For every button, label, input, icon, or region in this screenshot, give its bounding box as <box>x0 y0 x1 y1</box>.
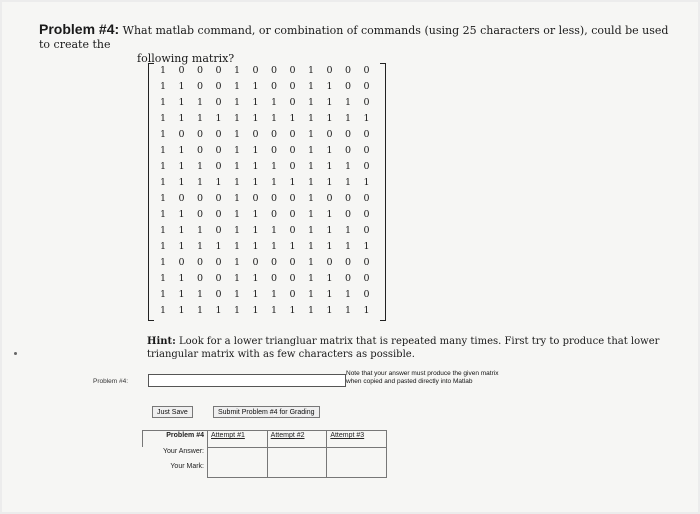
matrix-row <box>156 111 380 127</box>
matrix-cell: 1 <box>289 241 296 252</box>
attempt-3-link[interactable]: Attempt #3 <box>327 431 387 448</box>
matrix-cell: 1 <box>270 161 278 172</box>
matrix-cell: 0 <box>196 209 204 220</box>
matrix-cell: 1 <box>363 177 370 188</box>
matrix-cell: 1 <box>159 257 167 268</box>
matrix-cell: 0 <box>270 129 278 140</box>
matrix-cell: 1 <box>307 161 315 172</box>
matrix-cell: 1 <box>233 273 241 284</box>
matrix-cell: 1 <box>215 241 222 252</box>
matrix-cell: 1 <box>307 225 315 236</box>
hint-label: Hint: <box>147 336 176 347</box>
just-save-button[interactable]: Just Save <box>152 406 193 418</box>
matrix-cell: 0 <box>363 129 370 140</box>
matrix-cell: 1 <box>344 241 352 252</box>
matrix-cell: 1 <box>233 145 241 156</box>
matrix-cell: 0 <box>289 129 296 140</box>
problem-statement <box>39 22 669 66</box>
matrix-cell: 1 <box>307 193 315 204</box>
matrix-cell: 0 <box>196 129 204 140</box>
matrix-cell: 1 <box>307 145 315 156</box>
matrix-cell: 1 <box>289 113 296 124</box>
matrix-cell: 0 <box>363 97 370 108</box>
matrix-cell: 0 <box>178 193 185 204</box>
matrix-cell: 1 <box>363 305 370 316</box>
hint-body: Look for a lower triangluar matrix that is repeated many times. First try to produce that lower triangular matrix with as few characters as possible. <box>147 336 660 360</box>
matrix-cell: 1 <box>307 81 315 92</box>
matrix-cell: 0 <box>252 257 259 268</box>
matrix-cell: 1 <box>326 209 333 220</box>
matrix-cell: 1 <box>270 177 278 188</box>
matrix-cell: 1 <box>233 177 241 188</box>
matrix-cell: 0 <box>215 161 222 172</box>
your-answer-row <box>143 447 387 462</box>
matrix-cell: 0 <box>344 273 352 284</box>
matrix-cell: 0 <box>215 65 222 76</box>
matrix-cell: 0 <box>363 273 370 284</box>
matrix-row <box>156 223 380 239</box>
matrix-cell: 1 <box>270 289 278 300</box>
matrix-row <box>156 207 380 223</box>
question-line-1: What matlab command, or combination of commands (using 25 characters or less), could be used to create the <box>39 24 669 51</box>
matrix-cell: 0 <box>326 65 333 76</box>
matrix-cell: 1 <box>363 241 370 252</box>
matrix-cell: 1 <box>252 161 259 172</box>
matrix-cell: 1 <box>233 257 241 268</box>
matrix-cell: 0 <box>215 289 222 300</box>
matrix-cell: 1 <box>289 305 296 316</box>
matrix-cell: 1 <box>159 209 167 220</box>
matrix-cell: 1 <box>252 225 259 236</box>
matrix-cell: 1 <box>159 225 167 236</box>
matrix-cell: 1 <box>178 113 185 124</box>
matrix-cell: 0 <box>196 81 204 92</box>
matrix-cell: 0 <box>289 97 296 108</box>
matrix-cell: 1 <box>196 305 204 316</box>
matrix-cell: 0 <box>270 81 278 92</box>
matrix-cell: 0 <box>252 129 259 140</box>
matrix-cell: 0 <box>344 81 352 92</box>
matrix-row <box>156 79 380 95</box>
matrix-cell: 1 <box>252 97 259 108</box>
matrix-cell: 1 <box>344 97 352 108</box>
matrix-cell: 1 <box>252 273 259 284</box>
your-answer-label: Your Answer: <box>143 447 208 462</box>
matrix-cell: 0 <box>196 145 204 156</box>
matrix-cell: 1 <box>307 129 315 140</box>
matrix-cell: 0 <box>215 225 222 236</box>
matrix-cell: 1 <box>159 193 167 204</box>
answer-label: Problem #4: <box>93 378 129 385</box>
attempt-3-cell <box>327 447 387 478</box>
matrix-cell: 0 <box>215 145 222 156</box>
attempts-header-row <box>143 431 387 448</box>
matrix-cell: 1 <box>178 97 185 108</box>
matrix-cell: 0 <box>326 193 333 204</box>
matrix-cell: 0 <box>178 257 185 268</box>
matrix-cell: 1 <box>307 113 315 124</box>
matrix-cell: 0 <box>215 193 222 204</box>
matrix-cell: 1 <box>159 113 167 124</box>
matrix-cell: 1 <box>233 161 241 172</box>
matrix-cell: 1 <box>159 177 167 188</box>
matrix-row <box>156 175 380 191</box>
matrix-row <box>156 287 380 303</box>
matrix-cell: 0 <box>289 289 296 300</box>
matrix-row <box>156 127 380 143</box>
matrix-cell: 1 <box>233 209 241 220</box>
matrix-cell: 1 <box>307 305 315 316</box>
matrix-cell: 1 <box>326 273 333 284</box>
matrix-cell: 0 <box>289 273 296 284</box>
matrix-cell: 1 <box>215 305 222 316</box>
hint-text <box>147 335 667 361</box>
matrix-cell: 0 <box>363 257 370 268</box>
matrix-cell: 0 <box>252 193 259 204</box>
matrix-cell: 1 <box>252 145 259 156</box>
question-line-2: following matrix? <box>137 52 235 65</box>
matrix-cell: 0 <box>252 65 259 76</box>
matrix-cell: 1 <box>270 241 278 252</box>
matrix-cell: 1 <box>307 257 315 268</box>
matrix-cell: 0 <box>363 289 370 300</box>
matrix-cell: 1 <box>178 145 185 156</box>
matrix-cell: 1 <box>233 289 241 300</box>
matrix-cell: 0 <box>215 209 222 220</box>
matrix-cell: 0 <box>363 209 370 220</box>
matrix-cell: 1 <box>270 305 278 316</box>
matrix-cell: 0 <box>363 225 370 236</box>
matrix-cell: 1 <box>307 209 315 220</box>
matrix-cell: 0 <box>196 273 204 284</box>
problem-label: Problem #4: <box>39 21 120 37</box>
matrix-row <box>156 303 380 319</box>
matrix-cell: 1 <box>252 289 259 300</box>
matrix-cell: 1 <box>326 305 333 316</box>
matrix-cell: 0 <box>215 273 222 284</box>
matrix-cell: 1 <box>196 113 204 124</box>
matrix-cell: 1 <box>270 225 278 236</box>
note-line-2: when copied and pasted directly into Matlab <box>346 378 473 385</box>
matrix-cell: 0 <box>289 65 296 76</box>
matrix-cell: 1 <box>307 177 315 188</box>
matrix-row <box>156 255 380 271</box>
attempts-table <box>142 430 387 478</box>
attempt-2-link[interactable]: Attempt #2 <box>267 431 327 448</box>
matrix-left-bracket <box>148 63 154 321</box>
matrix-cell: 1 <box>196 161 204 172</box>
matrix-cell: 1 <box>252 305 259 316</box>
matrix-cell: 1 <box>233 129 241 140</box>
matrix-right-bracket <box>380 63 386 321</box>
matrix-cell: 1 <box>326 289 333 300</box>
matrix-cell: 0 <box>344 65 352 76</box>
matrix-cell: 1 <box>363 113 370 124</box>
matrix-cell: 0 <box>270 145 278 156</box>
matrix-cell: 1 <box>252 113 259 124</box>
matrix-cell: 1 <box>196 289 204 300</box>
matrix-cell: 1 <box>344 305 352 316</box>
matrix-cell: 0 <box>215 257 222 268</box>
matrix-row <box>156 63 380 79</box>
matrix-cell: 1 <box>252 177 259 188</box>
matrix-cell: 1 <box>326 81 333 92</box>
matrix-cell: 1 <box>326 161 333 172</box>
matrix-cell: 1 <box>196 225 204 236</box>
matrix-cell: 1 <box>159 129 167 140</box>
stray-dot <box>14 352 17 355</box>
matrix-cell: 1 <box>233 113 241 124</box>
matrix-cell: 1 <box>233 97 241 108</box>
matrix-cell: 1 <box>196 177 204 188</box>
matrix-cell: 1 <box>307 97 315 108</box>
matrix-cell: 1 <box>252 241 259 252</box>
matrix-cell: 1 <box>233 305 241 316</box>
matrix-cell: 0 <box>196 257 204 268</box>
matrix-cell: 1 <box>344 161 352 172</box>
matrix-cell: 0 <box>270 209 278 220</box>
matrix-cell: 1 <box>159 161 167 172</box>
matrix-cell: 0 <box>326 129 333 140</box>
matrix-cell: 1 <box>307 65 315 76</box>
attempt-1-link[interactable]: Attempt #1 <box>208 431 268 448</box>
matrix-cell: 0 <box>363 161 370 172</box>
matrix-cell: 1 <box>159 81 167 92</box>
matrix-cell: 0 <box>344 209 352 220</box>
matrix-row <box>156 159 380 175</box>
matrix-cell: 0 <box>363 81 370 92</box>
matrix-cell: 0 <box>344 129 352 140</box>
matrix-cell: 0 <box>178 129 185 140</box>
matrix-cell: 1 <box>178 161 185 172</box>
matrix-cell: 1 <box>344 225 352 236</box>
matrix-cell: 1 <box>196 97 204 108</box>
matrix-cell: 1 <box>326 225 333 236</box>
submit-button[interactable]: Submit Problem #4 for Grading <box>213 406 320 418</box>
matrix-cell: 0 <box>178 65 185 76</box>
matrix-cell: 0 <box>196 193 204 204</box>
matrix-cell: 1 <box>178 81 185 92</box>
matrix-cell: 1 <box>178 305 185 316</box>
matrix-cell: 0 <box>215 81 222 92</box>
matrix-cell: 1 <box>289 177 296 188</box>
matrix-row <box>156 143 380 159</box>
matrix-cell: 1 <box>233 65 241 76</box>
matrix-cell: 0 <box>215 97 222 108</box>
matrix-cell: 1 <box>159 145 167 156</box>
problem-page <box>2 2 698 512</box>
matrix-cell: 1 <box>178 241 185 252</box>
matrix-cell: 1 <box>159 305 167 316</box>
matrix-cell: 1 <box>344 113 352 124</box>
matrix-cell: 0 <box>215 129 222 140</box>
matrix-cell: 1 <box>344 177 352 188</box>
matrix-cell: 1 <box>233 81 241 92</box>
matrix-cell: 0 <box>289 193 296 204</box>
note-line-1: Note that your answer must produce the given matrix <box>346 370 499 377</box>
matrix-cell: 0 <box>270 257 278 268</box>
matrix-cell: 0 <box>196 65 204 76</box>
matrix-cell: 1 <box>178 273 185 284</box>
matrix-cell: 0 <box>289 257 296 268</box>
matrix-row <box>156 239 380 255</box>
matrix-cell: 1 <box>178 177 185 188</box>
matrix-cell: 1 <box>178 209 185 220</box>
matrix-cell: 1 <box>252 81 259 92</box>
matrix-cell: 0 <box>326 257 333 268</box>
matrix-cell: 0 <box>289 209 296 220</box>
matrix-cell: 1 <box>326 113 333 124</box>
matrix-cell: 0 <box>344 193 352 204</box>
matrix-cell: 1 <box>159 273 167 284</box>
matrix-cell: 1 <box>215 177 222 188</box>
results-problem-header: Problem #4 <box>143 431 208 448</box>
matrix-cell: 1 <box>307 273 315 284</box>
matrix-cell: 1 <box>326 97 333 108</box>
matrix-row <box>156 191 380 207</box>
matrix-cell: 1 <box>233 241 241 252</box>
matrix-cell: 1 <box>326 177 333 188</box>
matrix-display <box>148 63 386 321</box>
matrix-row <box>156 271 380 287</box>
attempt-1-cell <box>208 447 268 478</box>
matrix-cell: 0 <box>289 81 296 92</box>
matrix-cell: 0 <box>270 273 278 284</box>
matrix-cell: 1 <box>178 225 185 236</box>
matrix-cell: 1 <box>252 209 259 220</box>
attempt-2-cell <box>267 447 327 478</box>
answer-note <box>346 370 586 386</box>
matrix-cell: 0 <box>344 257 352 268</box>
matrix-cell: 1 <box>159 241 167 252</box>
matrix-cell: 0 <box>344 145 352 156</box>
matrix-cell: 0 <box>363 65 370 76</box>
matrix-cell: 1 <box>159 289 167 300</box>
your-mark-label: Your Mark: <box>143 462 208 477</box>
matrix-cell: 0 <box>270 65 278 76</box>
matrix-cell: 1 <box>178 289 185 300</box>
matrix-cell: 1 <box>326 241 333 252</box>
matrix-cell: 0 <box>363 145 370 156</box>
matrix-cell: 0 <box>270 193 278 204</box>
matrix-cell: 1 <box>215 113 222 124</box>
matrix-cell: 1 <box>344 289 352 300</box>
matrix-cell: 1 <box>270 97 278 108</box>
matrix-cell: 1 <box>326 145 333 156</box>
matrix-cell: 0 <box>289 145 296 156</box>
matrix-cell: 0 <box>289 225 296 236</box>
matrix-cell: 0 <box>363 193 370 204</box>
matrix-cell: 1 <box>159 65 167 76</box>
matrix-row <box>156 95 380 111</box>
matrix-cell: 1 <box>233 225 241 236</box>
matrix-cell: 1 <box>307 241 315 252</box>
matrix-cell: 1 <box>233 193 241 204</box>
matrix-cell: 0 <box>289 161 296 172</box>
matrix-cell: 1 <box>270 113 278 124</box>
matrix-cell: 1 <box>159 97 167 108</box>
matrix-cell: 1 <box>307 289 315 300</box>
matrix-cell: 1 <box>196 241 204 252</box>
answer-input[interactable] <box>148 374 346 387</box>
